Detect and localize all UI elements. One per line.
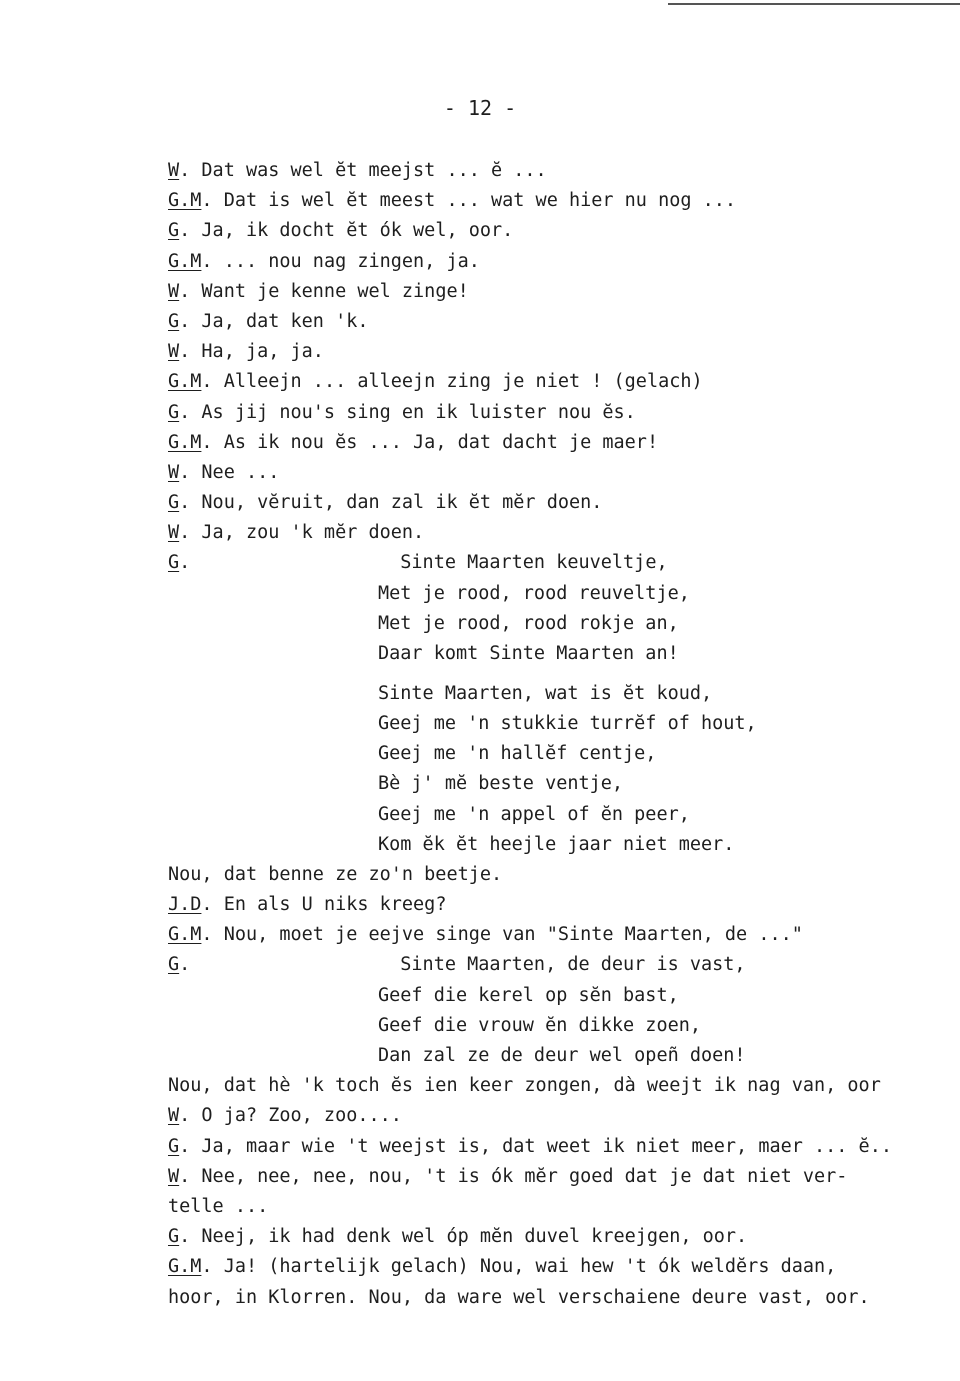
dialogue-line (168, 186, 960, 216)
dialogue-line (168, 458, 960, 488)
speaker-label: G (168, 1135, 180, 1157)
song-text: Geej me 'n appel of ĕn peer, (378, 803, 690, 825)
dialogue-line (168, 1132, 960, 1162)
song-text: Sinte Maarten keuveltje, (400, 552, 668, 574)
dialogue-line (168, 216, 960, 246)
song-text: Dan zal ze de deur wel opeñ doen! (378, 1045, 746, 1067)
speaker-label: G (168, 492, 180, 514)
speaker-label: J.D (168, 894, 202, 916)
line-text: . Nou, vĕruit, dan zal ik ĕt mĕr doen. (179, 492, 603, 514)
speaker-label: G (168, 954, 180, 976)
line-text: . Dat was wel ĕt meejst ... ĕ ... (179, 160, 547, 181)
dialogue-line (168, 156, 960, 186)
speaker-label: W (168, 1105, 180, 1127)
dialogue-line (168, 398, 960, 428)
line-text: . Ja, zou 'k mĕr doen. (179, 522, 425, 544)
speaker-label: W (168, 522, 180, 544)
speaker-label: G.M (168, 190, 202, 212)
song-text: Geef die kerel op sĕn bast, (378, 984, 679, 1006)
line-text: . Neej, ik had denk wel óp mĕn duvel kreejgen, oor. (179, 1226, 748, 1248)
song-text: Geej me 'n hallĕf centje, (378, 743, 657, 765)
line-text: . As ik nou ĕs ... Ja, dat dacht je maer! (201, 431, 659, 453)
song-line (168, 769, 960, 799)
line-text: . En als U niks kreeg? (201, 894, 447, 916)
song-line (168, 579, 960, 609)
song-line (168, 981, 960, 1011)
dialogue-line (168, 1252, 960, 1282)
song-line (168, 709, 960, 739)
speaker-label: G (168, 401, 180, 423)
dialogue-line (168, 1222, 960, 1252)
dialogue-line (168, 337, 960, 367)
dialogue-line (168, 428, 960, 458)
transcript (168, 156, 960, 1313)
dialogue-line (168, 1071, 960, 1101)
line-text: . O ja? Zoo, zoo.... (179, 1105, 402, 1127)
dialogue-line (168, 488, 960, 518)
dialogue-line (168, 860, 960, 890)
line-text: . Alleejn ... alleejn zing je niet ! (gelach) (201, 371, 703, 393)
top-rule (668, 3, 960, 5)
song-text: Kom ĕk ĕt heejle jaar niet meer. (378, 833, 735, 855)
song-text: Daar komt Sinte Maarten an! (378, 643, 679, 664)
line-text: . Ha, ja, ja. (179, 341, 324, 363)
dialogue-line (168, 890, 960, 920)
song-line (168, 1041, 960, 1071)
dialogue-line (168, 367, 960, 397)
speaker-label: G.M (168, 250, 202, 272)
speaker-label: W (168, 1165, 180, 1187)
speaker-label: W (168, 160, 180, 181)
dialogue-line (168, 1162, 960, 1192)
dialogue-line (168, 1101, 960, 1131)
page-number: - 12 - (443, 96, 517, 120)
dialogue-line (168, 247, 960, 277)
line-text: Nou, dat benne ze zo'n beetje. (168, 863, 503, 885)
song-line (168, 639, 960, 669)
line-text: . Nee, nee, nee, nou, 't is ók mĕr goed dat je dat niet ver- (179, 1165, 848, 1187)
song-line: G. Sinte Maarten, de deur is vast, (168, 954, 746, 976)
dialogue-line (168, 277, 960, 307)
song-text: Geef die vrouw ĕn dikke zoen, (378, 1014, 702, 1036)
speaker-label: G (168, 310, 180, 332)
dialogue-line (168, 1192, 960, 1222)
song-line (168, 800, 960, 830)
line-text: . As jij nou's sing en ik luister nou ĕs. (179, 401, 636, 423)
line-text: . Ja, ik docht ĕt ók wel, oor. (179, 220, 514, 242)
song-line (168, 679, 960, 709)
line-text: . Ja! (hartelijk gelach) Nou, wai hew 't ók weldĕrs daan, (201, 1256, 837, 1278)
line-text: . Nee ... (179, 461, 280, 483)
line-text: . Ja, dat ken 'k. (179, 310, 369, 332)
line-text: . Want je kenne wel zinge! (179, 280, 469, 302)
dialogue-line (168, 307, 960, 337)
speaker-label: G (168, 552, 180, 574)
stanza-gap (168, 669, 960, 679)
song-text: Sinte Maarten, wat is ĕt koud, (378, 682, 713, 704)
song-text: Geej me 'n stukkie turrĕf of hout, (378, 712, 757, 734)
song-text: Met je rood, rood reuveltje, (378, 582, 690, 604)
speaker-label: W (168, 280, 180, 302)
dialogue-line (168, 1283, 960, 1313)
song-text: Sinte Maarten, de deur is vast, (400, 954, 746, 976)
line-text: . Dat is wel ĕt meest ... wat we hier nu nog ... (201, 190, 737, 212)
line-text: . Ja, maar wie 't weejst is, dat weet ik niet meer, maer ... ĕ.. (179, 1135, 892, 1157)
song-line (168, 1011, 960, 1041)
song-line: G. Sinte Maarten keuveltje, (168, 552, 668, 574)
speaker-label: G.M (168, 371, 202, 393)
speaker-label: G (168, 220, 180, 242)
line-text: Nou, dat hè 'k toch ĕs ien keer zongen, dà weejt ik nag van, oor (168, 1075, 881, 1097)
song-line (168, 609, 960, 639)
speaker-label: G.M (168, 431, 202, 453)
speaker-label: W (168, 461, 180, 483)
dialogue-line (168, 920, 960, 950)
speaker-label: W (168, 341, 180, 363)
line-text: . Nou, moet je eejve singe van "Sinte Maarten, de ..." (201, 924, 803, 946)
speaker-label: G.M (168, 1256, 202, 1278)
line-text: hoor, in Klorren. Nou, da ware wel verschaiene deure vast, oor. (168, 1286, 870, 1308)
song-line (168, 739, 960, 769)
song-line (168, 830, 960, 860)
speaker-label: G (168, 1226, 180, 1248)
speaker-label: G.M (168, 924, 202, 946)
dialogue-line (168, 518, 960, 548)
song-text: Met je rood, rood rokje an, (378, 612, 679, 634)
song-text: Bè j' mĕ beste ventje, (378, 773, 624, 795)
line-text: telle ... (168, 1195, 269, 1217)
line-text: . ... nou nag zingen, ja. (201, 250, 480, 272)
